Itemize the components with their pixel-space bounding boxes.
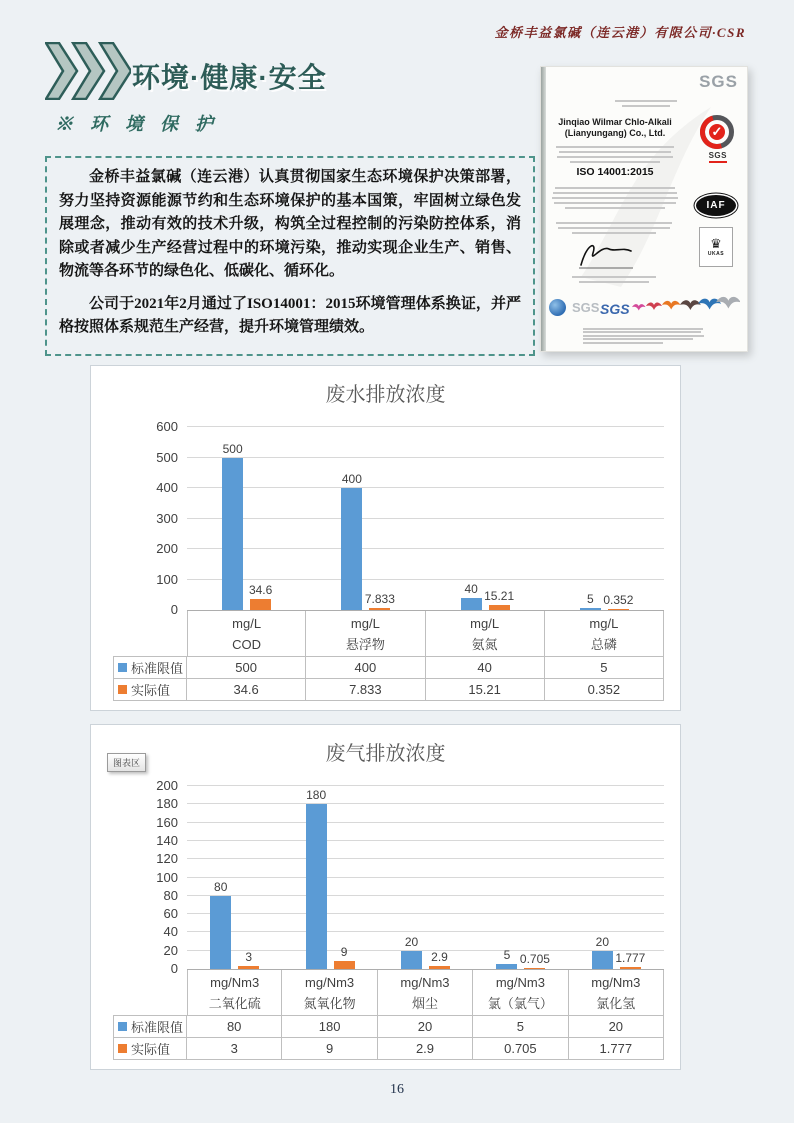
bar <box>222 458 243 611</box>
wastewater-chart-card <box>90 365 681 711</box>
legend-swatch-icon <box>118 663 127 672</box>
chart-title: 废气排放浓度 <box>325 743 446 765</box>
intro-paragraph-2: 公司于2021年2月通过了ISO14001：2015环境管理体系换证，并严格按照体系规范生产经营，提升环境管理绩效。 <box>59 295 521 335</box>
y-tick-label: 100 <box>156 571 178 587</box>
bar-value-label: 40 <box>464 581 478 596</box>
plot-column <box>378 786 473 969</box>
bar <box>524 968 545 969</box>
wastegas-chart-card <box>90 724 681 1070</box>
bar-group <box>484 589 515 610</box>
plot-column <box>473 786 568 969</box>
sgs-birds-strip <box>549 291 741 323</box>
bar-value-label: 9 <box>340 944 348 959</box>
table-header-cell: mg/Nm3 氯（氯气） <box>473 970 568 1016</box>
bar <box>369 608 390 610</box>
bar <box>401 951 422 969</box>
bar-value-label: 34.6 <box>248 583 273 598</box>
sgs-badge-label: SGS <box>709 151 727 163</box>
bar-group <box>248 583 273 610</box>
certificate-address-lines <box>555 143 675 166</box>
table-header-cell: mg/Nm3 氮氧化物 <box>282 970 377 1016</box>
table-value-cell: 34.6 <box>187 679 306 701</box>
bar-value-label: 1.777 <box>615 951 646 966</box>
table-header-cell: mg/L COD <box>187 611 306 657</box>
certificate-scope-lines <box>552 184 678 212</box>
bar-value-label: 2.9 <box>431 950 448 965</box>
table-header-cell: mg/L 氨氮 <box>426 611 545 657</box>
header-company-text: 金桥丰益氯碱（连云港）有限公司·CSR <box>494 25 746 40</box>
bar-value-label: 7.833 <box>364 591 395 606</box>
y-tick-label: 500 <box>156 449 178 465</box>
section-title: 环境·健康·安全 <box>132 62 327 93</box>
bar <box>306 804 327 969</box>
chart-body <box>113 419 664 701</box>
table-value-cell: 0.705 <box>473 1038 568 1060</box>
table-value-cell: 15.21 <box>426 679 545 701</box>
bar <box>580 608 601 610</box>
bar-group <box>341 472 362 610</box>
y-tick-label: 60 <box>163 906 178 922</box>
chart-area-tooltip: 图表区 <box>107 753 146 772</box>
bar-value-label: 20 <box>595 934 610 949</box>
check-icon: ✓ <box>709 124 725 140</box>
bar <box>210 896 231 969</box>
certificate-standard: ISO 14001:2015 <box>576 166 654 178</box>
y-tick-label: 80 <box>163 887 178 903</box>
plot-area <box>187 786 664 970</box>
sgs-logo-top: SGS <box>699 72 738 91</box>
section-subtitle: ※ 环 境 保 护 <box>55 114 220 134</box>
svg-text:SGS: SGS <box>572 300 600 315</box>
bar <box>334 961 355 969</box>
issuer-lines <box>571 273 657 286</box>
legend-swatch-icon <box>118 1022 127 1031</box>
y-tick-label: 0 <box>170 602 178 617</box>
y-tick-label: 180 <box>156 796 178 812</box>
y-tick-label: 0 <box>170 961 178 976</box>
table-header-cell: mg/L 悬浮物 <box>306 611 425 657</box>
page-number: 16 <box>390 1082 404 1097</box>
table-value-cell: 1.777 <box>569 1038 664 1060</box>
bar <box>489 605 510 610</box>
plot-column <box>306 427 425 610</box>
y-tick-label: 20 <box>163 942 178 958</box>
table-value-cell: 20 <box>378 1016 473 1038</box>
bar-group <box>615 951 646 969</box>
birds-graphic <box>570 292 740 322</box>
y-tick-label: 140 <box>156 832 178 848</box>
bar-value-label: 180 <box>306 788 327 803</box>
table-header-cell: mg/L 总磷 <box>545 611 664 657</box>
ukas-logo: ♛ UKAS <box>699 227 733 267</box>
table-value-cell: 180 <box>282 1016 377 1038</box>
chevrons-icon <box>45 42 131 100</box>
intro-paragraph-1: 金桥丰益氯碱（连云港）认真贯彻国家生态环境保护决策部署，努力坚持资源能源节约和生态环境保护的基本国策，牢固树立绿色发展理念，推动有效的技术升级，构筑全过程控制的污染防控体系，消除或者减少生产经营过程中的环境污染，推动实现企业生产、销售、物流等各环节的绿色化、低碳化、循环化。 <box>59 169 521 279</box>
plot-column <box>545 427 664 610</box>
bar-group <box>461 581 482 610</box>
bar <box>496 964 517 969</box>
bar-group <box>580 592 601 610</box>
table-header-cell: mg/Nm3 二氧化硫 <box>187 970 282 1016</box>
table-value-cell: 2.9 <box>378 1038 473 1060</box>
plot-column <box>282 786 377 969</box>
bar-group <box>592 934 613 969</box>
table-corner <box>113 970 187 1016</box>
bar-value-label: 20 <box>404 934 419 949</box>
bar-value-label: 0.352 <box>603 593 634 607</box>
certificate-spine <box>541 67 546 351</box>
bar <box>429 966 450 969</box>
y-tick-label: 200 <box>156 778 178 793</box>
certificate-footnote-lines <box>583 326 705 345</box>
bar-value-label: 5 <box>587 592 594 607</box>
bar <box>341 488 362 610</box>
legend-swatch-icon <box>118 685 127 694</box>
chart-title: 废水排放浓度 <box>325 384 446 406</box>
legend-row-label: 实际值 <box>113 679 187 701</box>
bar-value-label: 5 <box>503 948 511 963</box>
bar-value-label: 500 <box>222 441 243 456</box>
legend-swatch-icon <box>118 1044 127 1053</box>
bar-group <box>603 593 634 610</box>
bar-value-label: 80 <box>214 879 228 894</box>
intro-text-box <box>45 156 535 356</box>
table-value-cell: 400 <box>306 657 425 679</box>
bar-value-label: 400 <box>341 472 362 486</box>
certificate-number-lines <box>611 97 681 110</box>
svg-text:SGS: SGS <box>600 301 630 317</box>
y-tick-label: 300 <box>156 510 178 526</box>
sgs-check-badge-icon <box>700 115 734 149</box>
legend-row-label: 标准限值 <box>113 1016 187 1038</box>
table-value-cell: 20 <box>569 1016 664 1038</box>
certificate-validity-lines <box>555 219 673 237</box>
plot-column <box>187 427 306 610</box>
bar <box>608 609 629 610</box>
table-value-cell: 40 <box>426 657 545 679</box>
table-value-cell: 5 <box>473 1016 568 1038</box>
y-axis <box>113 419 187 617</box>
table-value-cell: 0.352 <box>545 679 664 701</box>
bar-value-label: 0.705 <box>519 952 550 966</box>
table-value-cell: 80 <box>187 1016 282 1038</box>
bar-group <box>429 950 450 969</box>
bar <box>238 966 259 969</box>
table-value-cell: 3 <box>187 1038 282 1060</box>
y-tick-label: 160 <box>156 814 178 830</box>
bar-group <box>496 948 517 969</box>
table-header-cell: mg/Nm3 烟尘 <box>378 970 473 1016</box>
plot-column <box>187 786 282 969</box>
bar <box>620 967 641 969</box>
bar-value-label: 15.21 <box>484 589 515 604</box>
y-axis <box>113 778 187 976</box>
bar-group <box>519 952 550 969</box>
table-value-cell: 9 <box>282 1038 377 1060</box>
iso-certificate-image <box>540 66 748 352</box>
bar-group <box>364 591 395 610</box>
legend-row-label: 标准限值 <box>113 657 187 679</box>
bar-value-label: 3 <box>245 950 253 965</box>
y-tick-label: 40 <box>163 924 178 940</box>
signature <box>575 239 639 271</box>
bar <box>461 598 482 610</box>
legend-row-label: 实际值 <box>113 1038 187 1060</box>
y-tick-label: 120 <box>156 851 178 867</box>
globe-icon <box>549 299 566 316</box>
bar-group <box>210 879 231 969</box>
y-tick-label: 200 <box>156 541 178 556</box>
bar-group <box>401 934 422 969</box>
crown-icon: ♛ <box>710 236 722 251</box>
bar <box>592 951 613 969</box>
bar-group <box>222 441 243 611</box>
y-tick-label: 400 <box>156 480 178 495</box>
plot-column <box>426 427 545 610</box>
table-value-cell: 7.833 <box>306 679 425 701</box>
table-value-cell: 500 <box>187 657 306 679</box>
y-tick-label: 100 <box>156 869 178 885</box>
bar <box>250 599 271 610</box>
plot-area <box>187 427 664 611</box>
plot-column <box>569 786 664 969</box>
y-tick-label: 600 <box>156 419 178 434</box>
bar-group <box>238 950 259 969</box>
bar-group <box>334 944 355 969</box>
table-header-cell: mg/Nm3 氯化氢 <box>569 970 664 1016</box>
iaf-logo: IAF <box>696 195 736 216</box>
chart-body <box>113 778 664 1060</box>
certificate-company-name: Jinqiao Wilmar Chlo-Alkali (Lianyungang) Co., Ltd. <box>558 117 672 138</box>
bar-group <box>306 788 327 969</box>
table-corner <box>113 611 187 657</box>
table-value-cell: 5 <box>545 657 664 679</box>
